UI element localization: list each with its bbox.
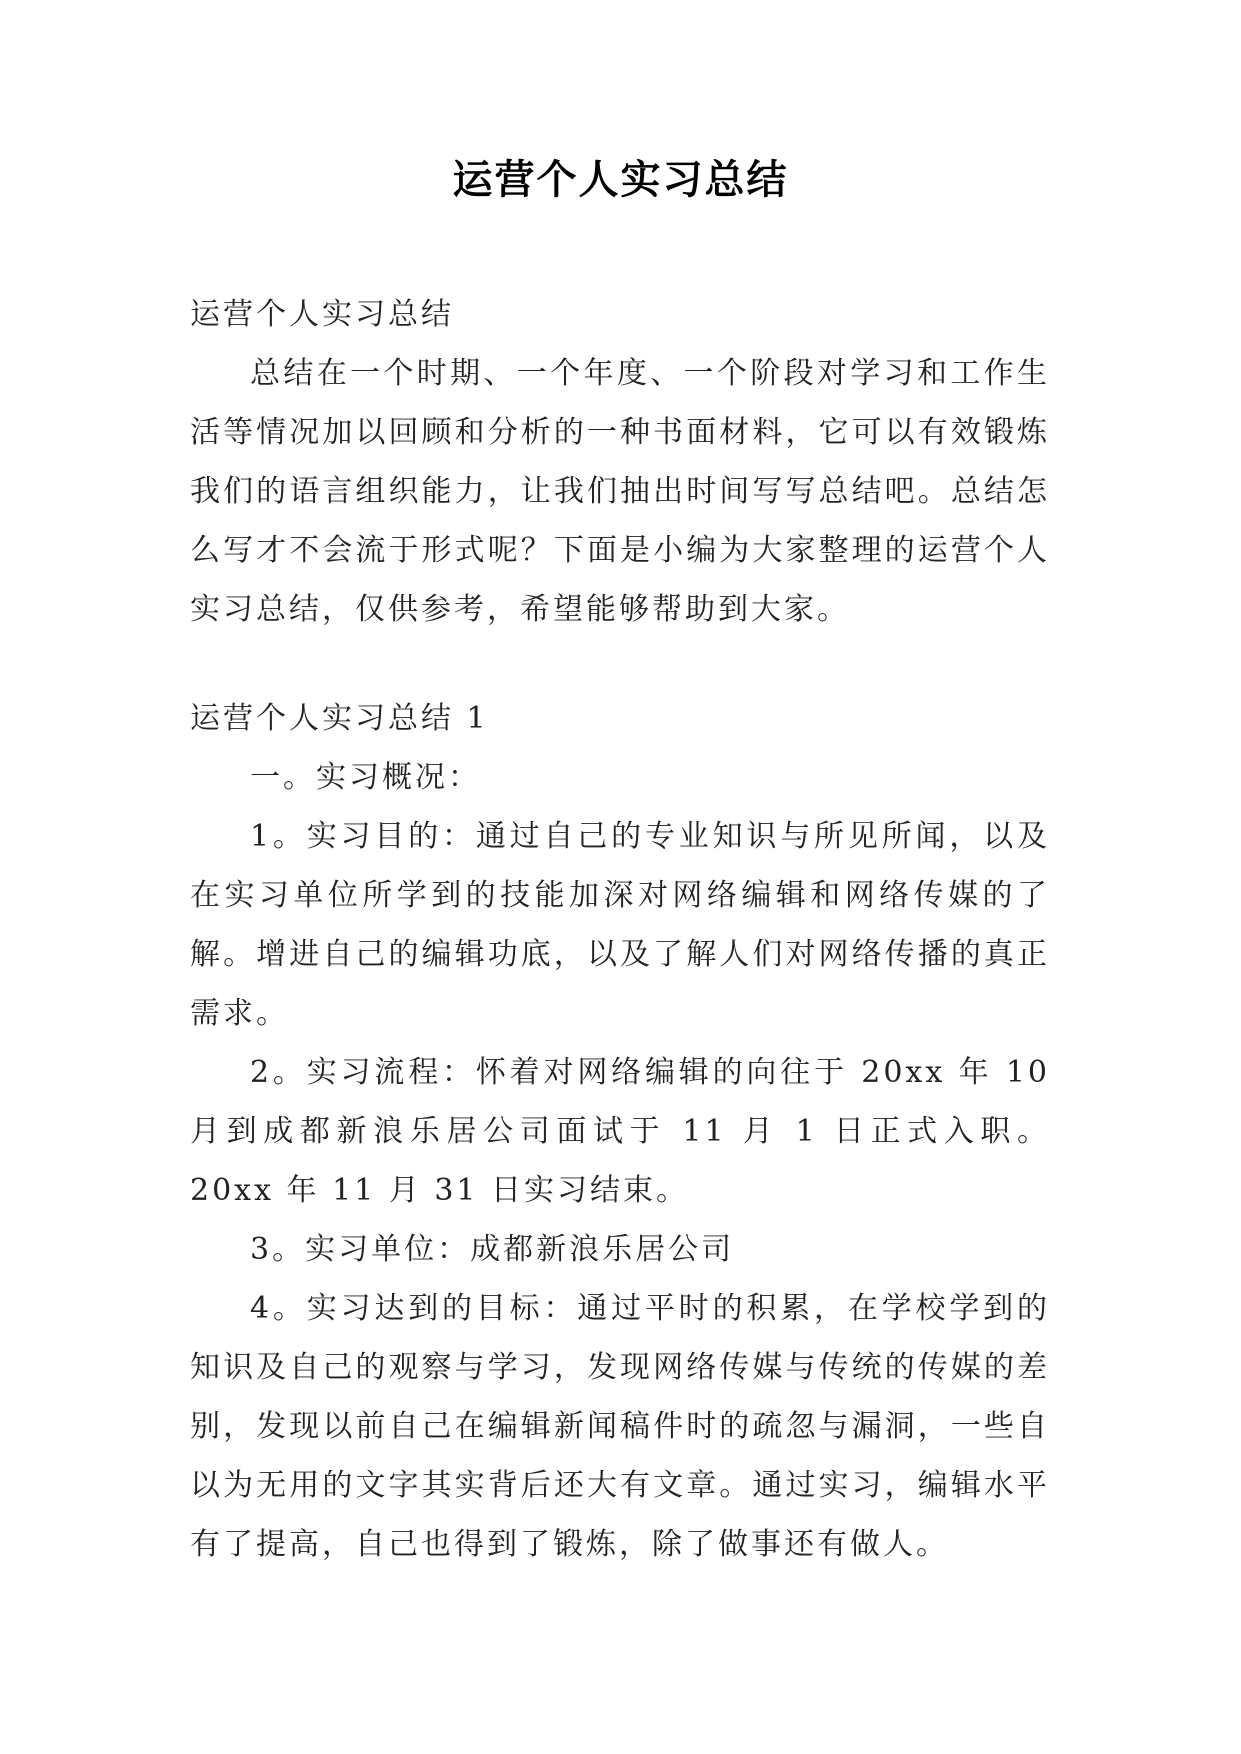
overview-heading: 一。实习概况： [250, 760, 481, 795]
list-item-purpose: 1。实习目的：通过自己的专业知识与所见所闻，以及在实习单位所学到的技能加深对网络编辑和网络传媒的了解。增进自己的编辑功底，以及了解人们对网络传播的真正需求。 [190, 819, 1050, 1031]
list-item-unit: 3。实习单位：成都新浪乐居公司 [250, 1232, 735, 1267]
section-spacer [190, 639, 1050, 689]
document-body [190, 285, 1050, 1574]
document-title: 运营个人实习总结 [452, 157, 789, 203]
section-heading: 运营个人实习总结 1 [190, 701, 489, 736]
intro-paragraph: 总结在一个时期、一个年度、一个阶段对学习和工作生活等情况加以回顾和分析的一种书面材料，它可以有效锻炼我们的语言组织能力，让我们抽出时间写写总结吧。总结怎么写才不会流于形式呢？下面是小编为大家整理的运营个人实习总结，仅供参考，希望能够帮助到大家。 [190, 356, 1050, 627]
list-item-goals: 4。实习达到的目标：通过平时的积累，在学校学到的知识及自己的观察与学习，发现网络传媒与传统的传媒的差别，发现以前自己在编辑新闻稿件时的疏忽与漏洞，一些自以为无用的文字其实背后还大有文章。通过实习，编辑水平有了提高，自己也得到了锻炼，除了做事还有做人。 [190, 1291, 1050, 1562]
list-item-process: 2。实习流程：怀着对网络编辑的向往于 20xx 年 10 月到成都新浪乐居公司面试于 11 月 1 日正式入职。20xx 年 11 月 31 日实习结束。 [190, 1055, 1050, 1208]
subtitle-line: 运营个人实习总结 [190, 297, 454, 332]
